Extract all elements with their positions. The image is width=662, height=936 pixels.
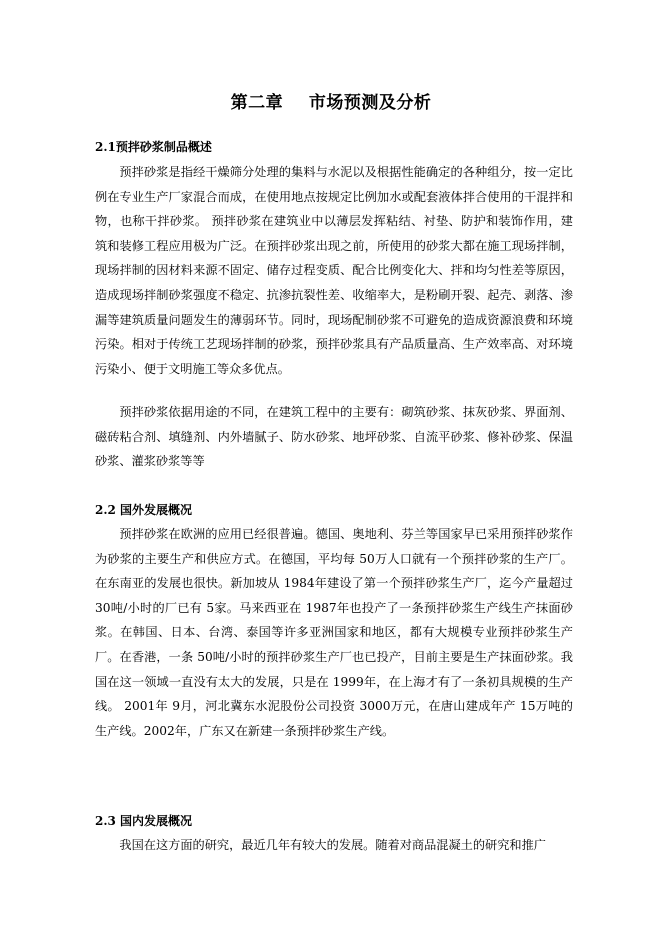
chapter-title: 第二章 市场预测及分析 bbox=[230, 93, 432, 113]
section-2-1-paragraph-1: 预拌砂浆是指经干燥筛分处理的集料与水泥以及根据性能确定的各种组分，按一定比例在专业生产厂家混合而成，在使用地点按规定比例加水或配套液体拌合使用的干混拌和物，也称干拌砂浆。 预拌砂浆在建筑业中以薄层发挥粘结、衬垫、防护和装饰作用，建筑和装修工程应用极为广泛。在预拌砂浆出现之前，所使用的砂浆大都在施工现场拌制，现场拌制的因材料来源不固定、储存过程变质、配合比例变化大、拌和均匀性差等原因，造成现场拌制砂浆强度不稳定、抗渗抗裂性差、收缩率大，是粉刷开裂、起壳、剥落、渗漏等建筑质量问题发生的薄弱环节。同时，现场配制砂浆不可避免的造成资源浪费和环境污染。相对于传统工艺现场拌制的砂浆，预拌砂浆具有产品质量高、生产效率高、对环境污染小、便于文明施工等众多优点。 bbox=[95, 165, 573, 376]
section-2-1-paragraph-2: 预拌砂浆依据用途的不同，在建筑工程中的主要有：砌筑砂浆、抹灰砂浆、界面剂、磁砖粘合剂、填缝剂、内外墙腻子、防水砂浆、地坪砂浆、自流平砂浆、修补砂浆、保温砂浆、灌浆砂浆等等 bbox=[95, 405, 573, 469]
section-heading-2-1: 2.1预拌砂浆制品概述 bbox=[95, 140, 212, 154]
section-2-2-paragraph-1: 预拌砂浆在欧洲的应用已经很普遍。德国、奥地利、芬兰等国家早已采用预拌砂浆作为砂浆的主要生产和供应方式。在德国，平均每 50万人口就有一个预拌砂浆的生产厂。在东南亚的发展也很快。新加坡从 1984年建设了第一个预拌砂浆生产厂，迄今产量超过 30吨/小时的厂已有 5家。马来西亚在 1987年也投产了一条预拌砂浆生产线生产抹面砂浆。在韩国、日本、台湾、泰国等许多亚洲国家和地区，都有大规模专业预拌砂浆生产厂。在香港，一条 50吨/小时的预拌砂浆生产厂也已投产，目前主要是生产抹面砂浆。我国在这一领域一直没有太大的发展，只是在 1999年，在上海才有了一条初具规模的生产线。 2001年 9月，河北冀东水泥股份公司投资 3000万元，在唐山建成年产 15万吨的生产线。2002年，广东又在新建一条预拌砂浆生产线。 bbox=[95, 527, 573, 738]
section-2-3-paragraph-1: 我国在这方面的研究，最近几年有较大的发展。随着对商品混凝土的研究和推广 bbox=[119, 838, 546, 852]
section-heading-2-2: 2.2 国外发展概况 bbox=[95, 503, 193, 517]
section-heading-2-3: 2.3 国内发展概况 bbox=[95, 814, 193, 828]
